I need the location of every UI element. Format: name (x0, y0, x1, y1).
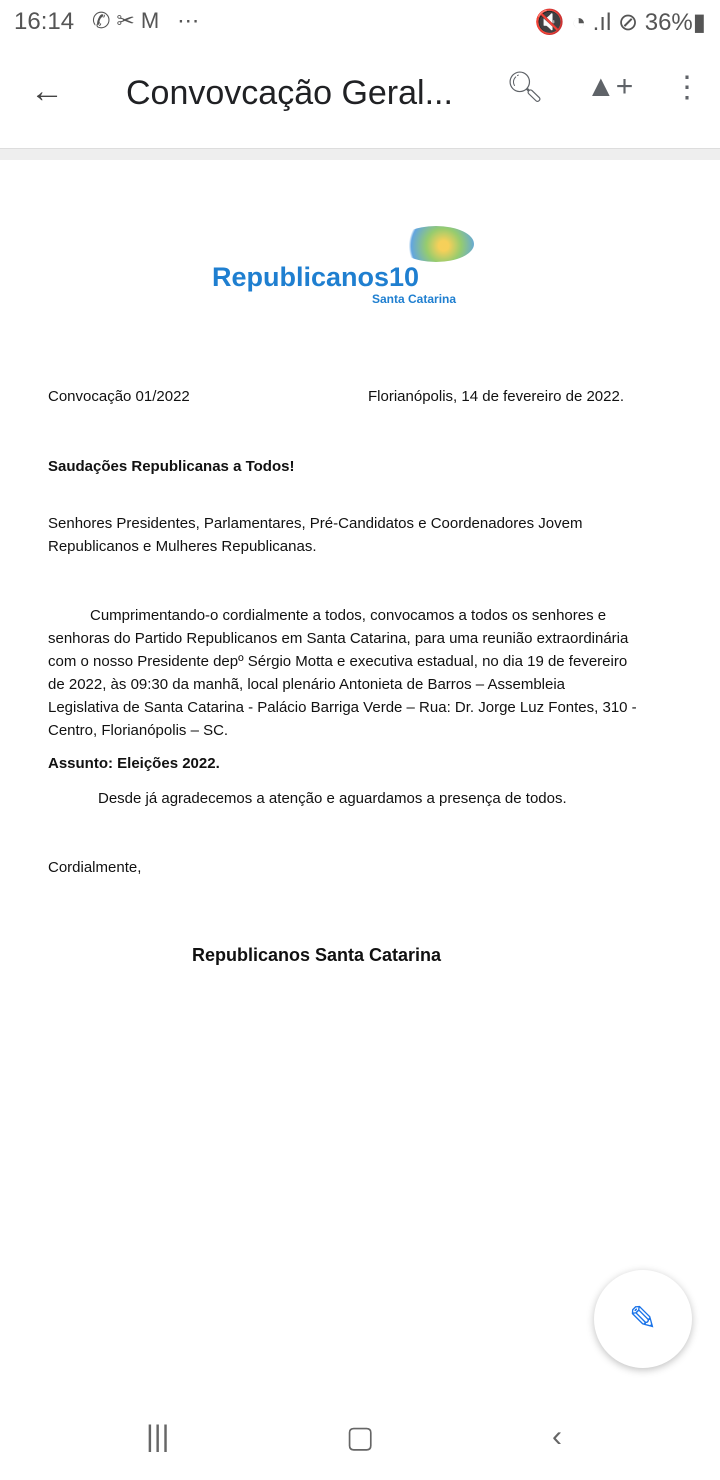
notification-icons: ✆✂M ⋯ (92, 8, 206, 33)
more-options-icon[interactable]: ⋮ (672, 71, 702, 104)
battery-icon: ▮ (692, 9, 706, 36)
letter-date: Florianópolis, 14 de fevereiro de 2022. (368, 388, 624, 405)
addressee-line: Republicanos e Mulheres Republicanas. (48, 538, 317, 555)
party-logo (212, 262, 457, 306)
edit-button[interactable] (594, 1270, 692, 1368)
body-line: senhoras do Partido Republicanos em Santa Catarina, para uma reunião extraordinária (48, 630, 629, 647)
back-arrow-icon[interactable]: ← (30, 72, 64, 110)
body-line: Cumprimentando-o cordialmente a todos, convocamos a todos os senhores e (90, 607, 607, 624)
subject: Assunto: Eleições 2022. (48, 755, 220, 772)
document-page (0, 160, 720, 1400)
battery-level: 36% (644, 9, 693, 36)
status-icons: 🔇 ◔ .ıl ⊘ (534, 9, 645, 36)
recent-apps-icon[interactable]: ||| (146, 1420, 170, 1453)
divider (0, 148, 720, 160)
convocation-ref: Convocação 01/2022 (48, 388, 190, 405)
logo-name: Republicanos (212, 262, 390, 292)
navigation-bar (0, 1400, 720, 1480)
greeting: Saudações Republicanas a Todos! (48, 458, 295, 475)
home-icon[interactable]: ▢ (346, 1421, 375, 1454)
body-line: de 2022, às 09:30 da manhã, local plenário Antonieta de Barros – Assembleia (48, 676, 566, 693)
logo-region: Santa Catarina (372, 292, 457, 306)
thanks-line: Desde já agradecemos a atenção e aguardamos a presença de todos. (98, 790, 567, 807)
status-bar (0, 0, 720, 44)
body-line: com o nosso Presidente depº Sérgio Motta e executiva estadual, no dia 19 de fevereiro (48, 653, 628, 670)
logo-number: 10 (389, 262, 420, 292)
document-title: Convovcação Geral... (126, 74, 453, 112)
tree-logo-icon (398, 226, 474, 262)
body-line: Centro, Florianópolis – SC. (48, 722, 229, 739)
addressee-line: Senhores Presidentes, Parlamentares, Pré-Candidatos e Coordenadores Jovem (48, 515, 583, 532)
closing: Cordialmente, (48, 859, 142, 876)
add-to-drive-icon[interactable]: ▲+ (586, 70, 634, 103)
back-icon[interactable]: ‹ (552, 1420, 562, 1453)
clock: 16:14 (14, 8, 75, 35)
search-document-icon[interactable]: 🔍︎ (506, 71, 545, 104)
pencil-icon: ✎ (628, 1300, 658, 1338)
body-line: Legislativa de Santa Catarina - Palácio Barriga Verde – Rua: Dr. Jorge Luz Fontes, 310 - (48, 699, 637, 716)
signature: Republicanos Santa Catarina (192, 945, 442, 965)
app-bar (0, 44, 720, 148)
